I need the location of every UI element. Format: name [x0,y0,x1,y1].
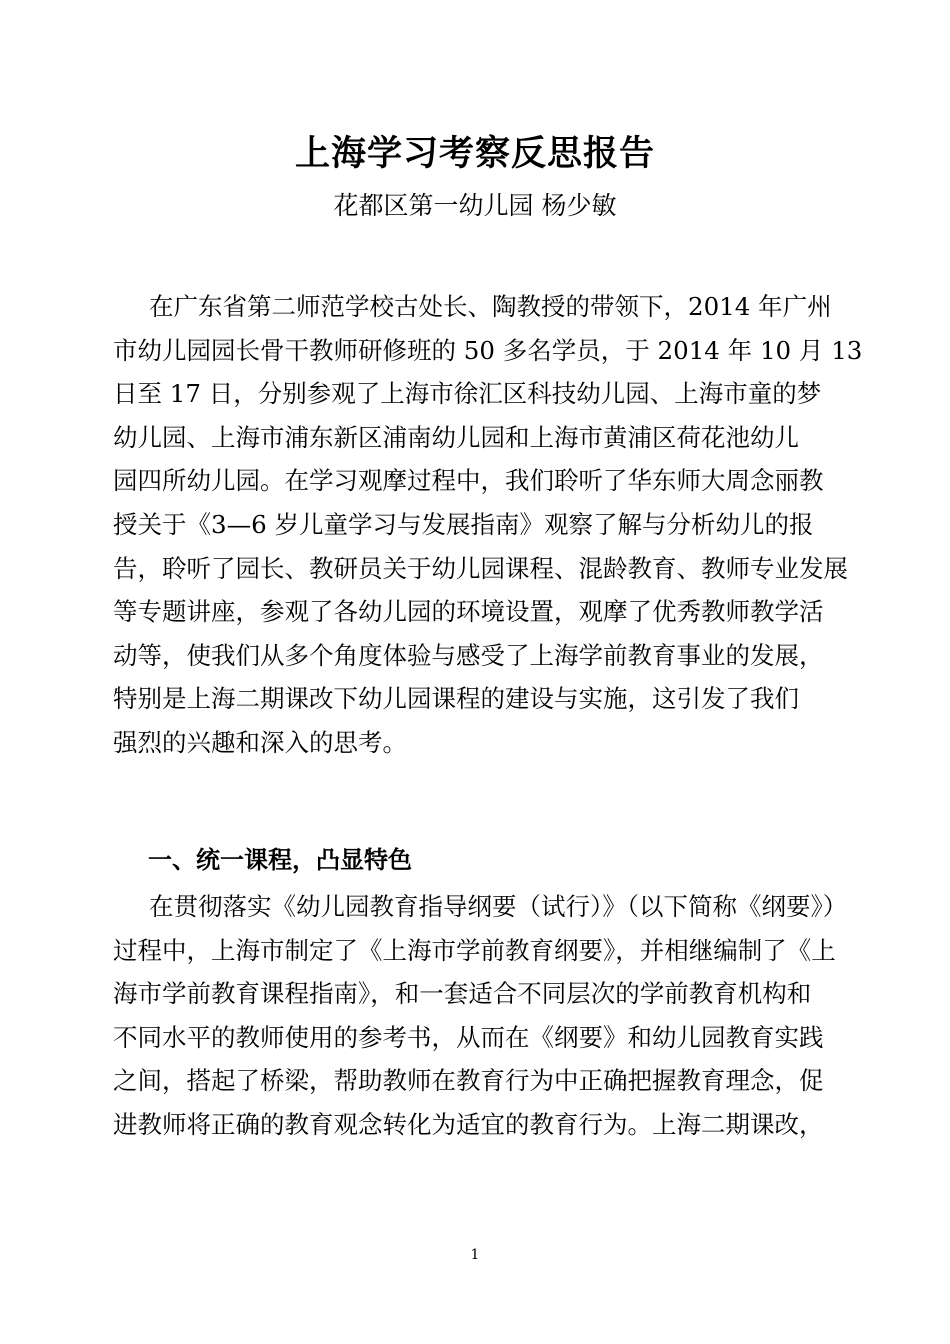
document-title: 上海学习考察反思报告 [294,134,655,174]
paragraph-line: 特别是上海二期课改下幼儿园课程的建设与实施，这引发了我们 [113,684,799,714]
paragraph-line: 等专题讲座，参观了各幼儿园的环境设置，观摩了优秀教师教学活 [113,597,824,627]
author-line: 花都区第一幼儿园 杨少敏 [333,191,617,220]
paragraph-line: 在贯彻落实《幼儿园教育指导纲要（试行）》（以下简称《纲要》） [149,892,848,921]
paragraph-line: 告，聆听了园长、教研员关于幼儿园课程、混龄教育、教师专业发展 [113,553,848,583]
paragraph-line: 海市学前教育课程指南》，和一套适合不同层次的学前教育机构和 [113,979,812,1009]
paragraph-line: 过程中，上海市制定了《上海市学前教育纲要》，并相继编制了《上 [113,935,836,965]
paragraph-line: 强烈的兴趣和深入的思考。 [113,727,407,757]
paragraph-line: 幼儿园、上海市浦东新区浦南幼儿园和上海市黄浦区荷花池幼儿 [113,422,799,452]
section-heading-1: 一、统一课程，凸显特色 [148,846,412,874]
paragraph-line: 动等，使我们从多个角度体验与感受了上海学前教育事业的发展， [113,640,824,670]
paragraph-line: 授关于《3—6 岁儿童学习与发展指南》观察了解与分析幼儿的报 [113,509,814,539]
paragraph-line: 市幼儿园园长骨干教师研修班的 50 多名学员，于 2014 年 10 月 13 [113,335,863,365]
paragraph-line: 园四所幼儿园。在学习观摩过程中，我们聆听了华东师大周念丽教 [113,466,824,496]
paragraph-line: 之间，搭起了桥梁，帮助教师在教育行为中正确把握教育理念，促 [113,1066,824,1096]
paragraph-line: 进教师将正确的教育观念转化为适宜的教育行为。上海二期课改， [113,1109,824,1139]
paragraph-line: 日至 17 日，分别参观了上海市徐汇区科技幼儿园、上海市童的梦 [113,379,822,409]
paragraph-line: 在广东省第二师范学校古处长、陶教授的带领下，2014 年广州 [149,292,832,321]
paragraph-2 [113,885,848,1147]
paragraph-line: 不同水平的教师使用的参考书，从而在《纲要》和幼儿园教育实践 [113,1022,824,1052]
page-number: 1 [470,1247,480,1263]
paragraph-1 [113,285,863,765]
